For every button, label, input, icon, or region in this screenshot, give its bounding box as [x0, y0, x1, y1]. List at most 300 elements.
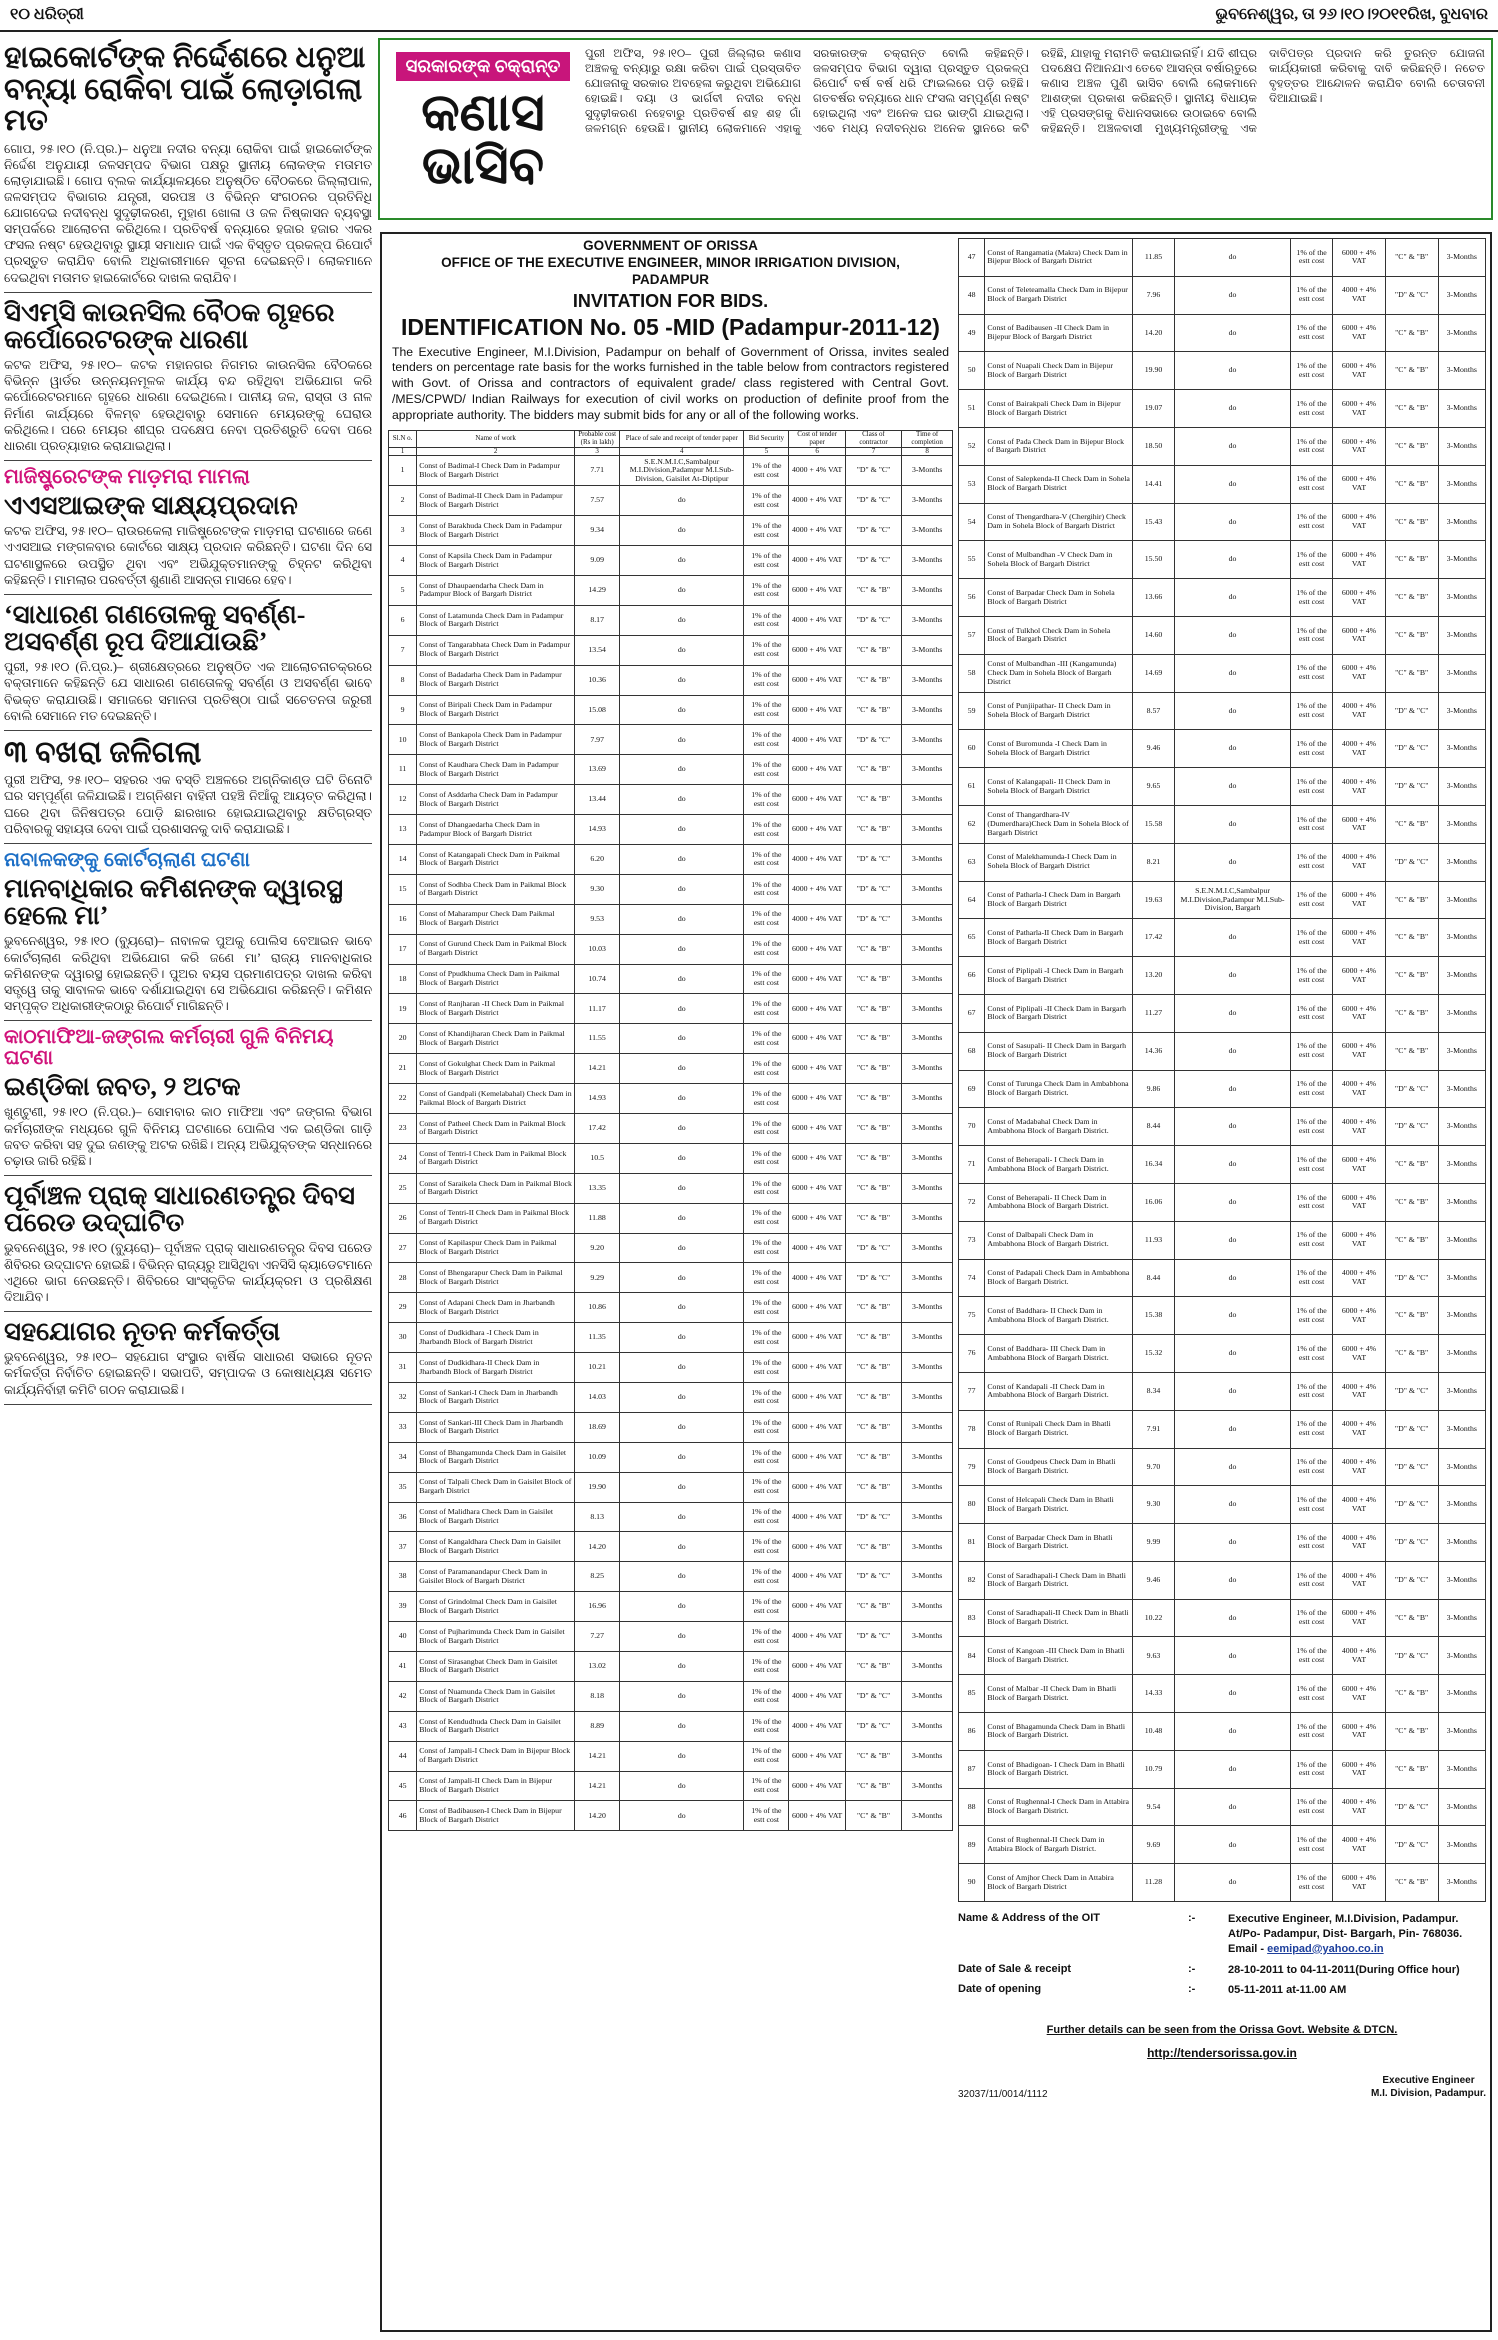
work-name: Const of Bhengarapur Check Dam in Paikmal Block of Bargarh District [417, 1263, 575, 1293]
bid-security: 1% of the estt cost [744, 1472, 789, 1502]
contractor-class: "C" & "B" [1385, 881, 1438, 919]
contractor-class: "C" & "B" [845, 1741, 901, 1771]
table-row [959, 1032, 1486, 1070]
completion-time: 3-Months [1438, 957, 1485, 995]
probable-cost: 14.21 [575, 1741, 620, 1771]
tender-cost: 6000 + 4% VAT [1333, 1750, 1386, 1788]
table-row [389, 1622, 953, 1652]
bid-security: 1% of the estt cost [1291, 1524, 1333, 1562]
bid-security: 1% of the estt cost [744, 1502, 789, 1532]
oit-row [958, 1912, 1486, 1957]
bid-security: 1% of the estt cost [1291, 1335, 1333, 1373]
table-row [389, 1711, 953, 1741]
website-link[interactable]: http://tendersorissa.gov.in [1147, 2046, 1297, 2061]
signature-block [1371, 2074, 1486, 2100]
completion-time: 3-Months [902, 1323, 953, 1353]
sale-place: do [1175, 1372, 1291, 1410]
bid-security: 1% of the estt cost [1291, 843, 1333, 881]
table-row [389, 546, 953, 576]
work-name: Const of Dhaupaendarha Check Dam in Padampur Block of Bargarh District [417, 575, 575, 605]
bid-security: 1% of the estt cost [744, 1263, 789, 1293]
tender-cost: 6000 + 4% VAT [1333, 390, 1386, 428]
probable-cost: 15.38 [1132, 1297, 1174, 1335]
sl-no: 26 [389, 1203, 417, 1233]
tender-cost: 6000 + 4% VAT [789, 755, 845, 785]
work-name: Const of Latamunda Check Dam in Padampur Block of Bargarh District [417, 605, 575, 635]
article-text: ଭୁବନେଶ୍ୱର, ୨୫।୧୦– ସହଯୋଗ ସଂସ୍ଥାର ବାର୍ଷିକ ସାଧାରଣ ସଭାରେ ନୂତନ କର୍ମକର୍ତ୍ତା ନିର୍ବାଚିତ ହୋଇଛନ୍ତି। ସଭାପତି, ସମ୍ପାଦକ ଓ କୋଷାଧ୍ୟକ୍ଷ ସମେତ କାର୍ଯ୍ୟନିର୍ବାହୀ କମିଟି ଗଠନ କରାଯାଇଛି। [4, 1350, 372, 1397]
work-name: Const of Kalangapali- II Check Dam in Sohela Block of Bargarh District [985, 768, 1133, 806]
completion-time: 3-Months [1438, 1675, 1485, 1713]
bid-security: 1% of the estt cost [744, 994, 789, 1024]
probable-cost: 10.22 [1132, 1599, 1174, 1637]
sale-place: do [1175, 768, 1291, 806]
tender-cost: 6000 + 4% VAT [1333, 919, 1386, 957]
sale-place: do [1175, 1713, 1291, 1751]
tender-cost: 6000 + 4% VAT [1333, 1297, 1386, 1335]
sl-no: 25 [389, 1173, 417, 1203]
probable-cost: 11.93 [1132, 1221, 1174, 1259]
probable-cost: 14.93 [575, 815, 620, 845]
work-name: Const of Kapilaspur Check Dam in Paikmal Block of Bargarh District [417, 1233, 575, 1263]
contractor-class: "C" & "B" [1385, 1335, 1438, 1373]
probable-cost: 9.34 [575, 516, 620, 546]
tender-cost: 6000 + 4% VAT [1333, 1146, 1386, 1184]
probable-cost: 15.08 [575, 695, 620, 725]
table-row [389, 1383, 953, 1413]
probable-cost: 11.35 [575, 1323, 620, 1353]
contractor-class: "C" & "B" [1385, 1864, 1438, 1902]
sale-place: do [620, 874, 744, 904]
contractor-class: "D" & "C" [845, 1233, 901, 1263]
completion-time: 3-Months [1438, 1297, 1485, 1335]
probable-cost: 11.55 [575, 1024, 620, 1054]
bid-security: 1% of the estt cost [744, 1562, 789, 1592]
tender-cost: 4000 + 4% VAT [1333, 1448, 1386, 1486]
work-name: Const of Sodhba Check Dam in Paikmal Block of Bargarh District [417, 874, 575, 904]
sale-place: do [1175, 1410, 1291, 1448]
bid-security: 1% of the estt cost [744, 844, 789, 874]
sale-place: do [1175, 919, 1291, 957]
bid-security: 1% of the estt cost [744, 1054, 789, 1084]
oit-line1: Executive Engineer, M.I.Division, Padampur. [1228, 1913, 1459, 1926]
contractor-class: "C" & "B" [1385, 503, 1438, 541]
contractor-class: "C" & "B" [1385, 465, 1438, 503]
column-number: 7 [845, 447, 901, 456]
column-header: Sl.N o. [389, 430, 417, 447]
contractor-class: "D" & "C" [845, 486, 901, 516]
tender-cost: 4000 + 4% VAT [1333, 1070, 1386, 1108]
sale-place: do [620, 904, 744, 934]
completion-time: 3-Months [1438, 1410, 1485, 1448]
work-name: Const of Mulbandhan -V Check Dam in Sohela Block of Bargarh District [985, 541, 1133, 579]
probable-cost: 8.44 [1132, 1108, 1174, 1146]
tender-cost: 6000 + 4% VAT [789, 964, 845, 994]
work-name: Const of Baddhara- III Check Dam in Ambabhona Block of Bargarh District. [985, 1335, 1133, 1373]
sale-place: do [620, 695, 744, 725]
completion-time: 3-Months [1438, 616, 1485, 654]
contractor-class: "C" & "B" [845, 695, 901, 725]
work-name: Const of Helcapali Check Dam in Bhatli Block of Bargarh District. [985, 1486, 1133, 1524]
contractor-class: "C" & "B" [1385, 1221, 1438, 1259]
table-row [959, 1146, 1486, 1184]
contractor-class: "D" & "C" [1385, 1070, 1438, 1108]
probable-cost: 14.36 [1132, 1032, 1174, 1070]
tender-cost: 4000 + 4% VAT [1333, 1259, 1386, 1297]
sl-no: 11 [389, 755, 417, 785]
tender-cost: 6000 + 4% VAT [789, 1323, 845, 1353]
sl-no: 88 [959, 1788, 985, 1826]
govt-heading [388, 238, 953, 289]
work-name: Const of Bhangamunda Check Dam in Gaisilet Block of Bargarh District [417, 1442, 575, 1472]
sl-no: 5 [389, 575, 417, 605]
contractor-class: "C" & "B" [845, 755, 901, 785]
table-row [959, 692, 1486, 730]
completion-time: 3-Months [902, 1084, 953, 1114]
probable-cost: 9.70 [1132, 1448, 1174, 1486]
sale-place: do [620, 1353, 744, 1383]
sl-no: 54 [959, 503, 985, 541]
bid-security: 1% of the estt cost [1291, 1297, 1333, 1335]
work-name: Const of Patharla-I Check Dam in Bargarh Block of Bargarh District [985, 881, 1133, 919]
probable-cost: 13.02 [575, 1652, 620, 1682]
work-name: Const of Badibausen -II Check Dam in Bijepur Block of Bargarh District [985, 314, 1133, 352]
contractor-class: "C" & "B" [1385, 1713, 1438, 1751]
probable-cost: 14.41 [1132, 465, 1174, 503]
contractor-class: "C" & "B" [1385, 994, 1438, 1032]
work-name: Const of Saradhapali-II Check Dam in Bhatli Block of Bargarh District. [985, 1599, 1133, 1637]
sl-no: 81 [959, 1524, 985, 1562]
contractor-class: "C" & "B" [845, 1143, 901, 1173]
sale-place: do [620, 994, 744, 1024]
probable-cost: 9.09 [575, 546, 620, 576]
bid-security: 1% of the estt cost [1291, 994, 1333, 1032]
bid-security: 1% of the estt cost [744, 575, 789, 605]
work-name: Const of Padapali Check Dam in Ambabhona Block of Bargarh District. [985, 1259, 1133, 1297]
probable-cost: 8.21 [1132, 843, 1174, 881]
completion-time: 3-Months [902, 1771, 953, 1801]
table-row [389, 1263, 953, 1293]
tender-right-panel [958, 238, 1486, 2324]
work-name: Const of Teleteamalla Check Dam in Bijepur Block of Bargarh District [985, 276, 1133, 314]
contractor-class: "D" & "C" [845, 874, 901, 904]
work-name: Const of Turunga Check Dam in Ambabhona Block of Bargarh District. [985, 1070, 1133, 1108]
sl-no: 71 [959, 1146, 985, 1184]
probable-cost: 15.43 [1132, 503, 1174, 541]
feature-brand [388, 48, 578, 212]
article-text: ଭୁବନେଶ୍ୱର, ୨୫।୧୦ (ବ୍ୟୁରୋ)– ପୂର୍ବାଞ୍ଚଳ ପ୍ରାକ୍ ସାଧାରଣତନ୍ତ୍ର ଦିବସ ପରେଡ ଶିବିରର ଉଦ୍‌ଘାଟନ ହୋଇଛି। ବିଭିନ୍ନ ରାଜ୍ୟରୁ ଆସିଥିବା ଏନସିସି କ୍ୟାଡେଟମାନେ ଏଥିରେ ଭାଗ ନେଉଛନ୍ତି। ଶିବିରରେ ସାଂସ୍କୃତିକ କାର୍ଯ୍ୟକ୍ରମ ଓ ପ୍ରଶିକ୍ଷଣ ଦିଆଯିବ। [4, 1241, 372, 1304]
contractor-class: "C" & "B" [845, 815, 901, 845]
probable-cost: 7.27 [575, 1622, 620, 1652]
sale-place: do [1175, 1221, 1291, 1259]
completion-time: 3-Months [1438, 1146, 1485, 1184]
contractor-class: "C" & "B" [1385, 805, 1438, 843]
sale-place: do [620, 635, 744, 665]
table-row [959, 1070, 1486, 1108]
article-kicker: ମାଜିଷ୍ଟ୍ରେଟଙ୍କ ମାଡ଼ମରା ମାମଲା [4, 465, 250, 488]
contractor-class: "D" & "C" [1385, 1259, 1438, 1297]
sl-no: 16 [389, 904, 417, 934]
probable-cost: 9.86 [1132, 1070, 1174, 1108]
sale-place: do [1175, 1146, 1291, 1184]
table-row [389, 964, 953, 994]
tender-cost: 4000 + 4% VAT [789, 904, 845, 934]
table-row [959, 654, 1486, 692]
completion-time: 3-Months [1438, 541, 1485, 579]
contractor-class: "D" & "C" [1385, 843, 1438, 881]
table-row [959, 1599, 1486, 1637]
sl-no: 34 [389, 1442, 417, 1472]
work-name: Const of Malidhara Check Dam in Gaisilet Block of Bargarh District [417, 1502, 575, 1532]
completion-time: 3-Months [902, 1383, 953, 1413]
completion-time: 3-Months [902, 1263, 953, 1293]
sale-place: do [620, 1652, 744, 1682]
sl-no: 89 [959, 1826, 985, 1864]
work-name: Const of Patharla-II Check Dam in Bargarh Block of Bargarh District [985, 919, 1133, 957]
contractor-class: "C" & "B" [1385, 1599, 1438, 1637]
contractor-class: "C" & "B" [845, 1383, 901, 1413]
sale-place: do [620, 844, 744, 874]
probable-cost: 11.17 [575, 994, 620, 1024]
work-name: Const of Punjiipathar- II Check Dam in Sohela Block of Bargarh District [985, 692, 1133, 730]
tender-cost: 6000 + 4% VAT [789, 785, 845, 815]
tender-left-panel [388, 238, 953, 2324]
table-row [389, 755, 953, 785]
table-row [959, 843, 1486, 881]
bid-security: 1% of the estt cost [744, 546, 789, 576]
bid-security: 1% of the estt cost [744, 1771, 789, 1801]
table-row [389, 844, 953, 874]
sl-no: 63 [959, 843, 985, 881]
tender-table-left [388, 430, 953, 1831]
tender-intro: The Executive Engineer, M.I.Division, Padampur on behalf of Government of Orissa, invites sealed tenders on percentage rate basis for the works furnished in the table below from contractors registered with Govt. of Orissa and contractors of equivalent grade/ class registered with Central Govt. /MES/CPWD/ Indian Railways for execution of civil works on production of definite proof from the appropriate authority. The bidders may submit bids for any or all of the following works. [392, 344, 949, 423]
sl-no: 9 [389, 695, 417, 725]
sale-place: do [620, 546, 744, 576]
sl-no: 24 [389, 1143, 417, 1173]
column-divider [4, 460, 372, 461]
column-number: 5 [744, 447, 789, 456]
tender-cost: 6000 + 4% VAT [1333, 805, 1386, 843]
work-name: Const of Barakhuda Check Dam in Padampur Block of Bargarh District [417, 516, 575, 546]
bid-security: 1% of the estt cost [744, 695, 789, 725]
contractor-class: "C" & "B" [1385, 957, 1438, 995]
sl-no: 12 [389, 785, 417, 815]
tender-cost: 6000 + 4% VAT [789, 1054, 845, 1084]
table-row [959, 957, 1486, 995]
tender-cost: 6000 + 4% VAT [789, 1293, 845, 1323]
work-name: Const of Malekhamunda-I Check Dam in Sohela Block of Bargarh District [985, 843, 1133, 881]
sl-no: 62 [959, 805, 985, 843]
sale-place: do [620, 1622, 744, 1652]
probable-cost: 17.42 [1132, 919, 1174, 957]
bid-security: 1% of the estt cost [744, 1652, 789, 1682]
table-row [389, 486, 953, 516]
probable-cost: 11.27 [1132, 994, 1174, 1032]
probable-cost: 9.46 [1132, 730, 1174, 768]
bid-security: 1% of the estt cost [1291, 1183, 1333, 1221]
completion-time: 3-Months [902, 1532, 953, 1562]
sl-no: 14 [389, 844, 417, 874]
left-news-column [4, 38, 372, 2334]
tender-cost: 6000 + 4% VAT [1333, 239, 1386, 277]
bid-security: 1% of the estt cost [744, 486, 789, 516]
contractor-class: "C" & "B" [845, 785, 901, 815]
contractor-class: "C" & "B" [1385, 1297, 1438, 1335]
bid-security: 1% of the estt cost [1291, 805, 1333, 843]
contractor-class: "D" & "C" [845, 1681, 901, 1711]
completion-time: 3-Months [1438, 1108, 1485, 1146]
sl-no: 49 [959, 314, 985, 352]
sale-place: do [620, 1143, 744, 1173]
column-number: 1 [389, 447, 417, 456]
table-row [389, 1412, 953, 1442]
sl-no: 32 [389, 1383, 417, 1413]
probable-cost: 16.34 [1132, 1146, 1174, 1184]
completion-time: 3-Months [902, 1024, 953, 1054]
sl-no: 40 [389, 1622, 417, 1652]
article-headline: ୩ ବଖରା ଜଳିଗଲା [4, 735, 202, 769]
table-row [959, 1448, 1486, 1486]
oit-line2: At/Po- Padampur, Dist- Bargarh, Pin- 768036. [1228, 1927, 1463, 1940]
tender-cost: 6000 + 4% VAT [1333, 1183, 1386, 1221]
work-name: Const of Dalbapali Check Dam in Ambabhona Block of Bargarh District. [985, 1221, 1133, 1259]
probable-cost: 14.20 [575, 1532, 620, 1562]
contractor-class: "C" & "B" [845, 635, 901, 665]
contractor-class: "C" & "B" [1385, 390, 1438, 428]
email-prefix: Email - [1228, 1942, 1265, 1955]
contractor-class: "C" & "B" [845, 1472, 901, 1502]
tender-cost: 6000 + 4% VAT [1333, 654, 1386, 692]
feature-box [378, 38, 1493, 220]
table-row [959, 1183, 1486, 1221]
table-row [959, 1335, 1486, 1373]
sale-place: do [1175, 616, 1291, 654]
article-text: ଖୁଣ୍ଟୁଣୀ, ୨୫।୧୦ (ନି.ପ୍ର.)– ସୋମବାର କାଠ ମାଫିଆ ଏବଂ ଜଙ୍ଗଲ ବିଭାଗ କର୍ମଚାରୀଙ୍କ ମଧ୍ୟରେ ଗୁଳି ବିନିମୟ ଘଟଣାରେ ପୋଲିସ ଏକ ଇଣ୍ଡିକା ଗାଡ଼ି ଜବତ କରିବା ସହ ଦୁଇ ଜଣଙ୍କୁ ଅଟକ ରଖିଛି। ଅନ୍ୟ ଅଭିଯୁକ୍ତଙ୍କ ସନ୍ଧାନରେ ଚଢ଼ାଉ ଜାରି ରହିଛି। [4, 1105, 372, 1168]
sale-place: do [620, 1771, 744, 1801]
completion-time: 3-Months [902, 1114, 953, 1144]
bid-security: 1% of the estt cost [1291, 465, 1333, 503]
table-row [959, 427, 1486, 465]
table-row [389, 1502, 953, 1532]
table-row [389, 1472, 953, 1502]
bid-security: 1% of the estt cost [1291, 276, 1333, 314]
work-name: Const of Barpadar Check Dam in Bhatli Block of Bargarh District. [985, 1524, 1133, 1562]
tender-cost: 6000 + 4% VAT [1333, 1864, 1386, 1902]
probable-cost: 7.97 [575, 725, 620, 755]
work-name: Const of Tulkhol Check Dam in Sohela Block of Bargarh District [985, 616, 1133, 654]
tender-cost: 4000 + 4% VAT [789, 1502, 845, 1532]
sale-place: S.E.N.M.I.C,Sambalpur M.I.Division,Padampur M.I.Sub-Division, Gaisilet At-Diptipur [620, 456, 744, 486]
invitation-title: INVITATION FOR BIDS. [572, 290, 769, 311]
sale-place: do [620, 1681, 744, 1711]
probable-cost: 9.54 [1132, 1788, 1174, 1826]
table-row [959, 276, 1486, 314]
work-name: Const of Thengardhara-V (Chergihir) Check Dam in Sohela Block of Bargarh District [985, 503, 1133, 541]
column-header: Name of work [417, 430, 575, 447]
sale-place: do [620, 1173, 744, 1203]
contractor-class: "C" & "B" [845, 1173, 901, 1203]
work-name: Const of Gurund Check Dam in Paikmal Block of Bargarh District [417, 934, 575, 964]
tender-cost: 6000 + 4% VAT [789, 695, 845, 725]
completion-time: 3-Months [902, 725, 953, 755]
tender-cost: 6000 + 4% VAT [789, 1203, 845, 1233]
tender-cost: 4000 + 4% VAT [789, 605, 845, 635]
article-text: ଭୁବନେଶ୍ୱର, ୨୫।୧୦ (ବ୍ୟୁରୋ)– ନାବାଳକ ପୁଅକୁ ପୋଲିସ ବେଆଇନ ଭାବେ କୋର୍ଟଚାଲାଣ କରିଥିବା ଅଭିଯୋଗ କରି ଜଣେ ମା’ ରାଜ୍ୟ ମାନବାଧିକାର କମିଶନଙ୍କ ଦ୍ୱାରସ୍ଥ ହୋଇଛନ୍ତି। ପୁଅର ବୟସ ପ୍ରମାଣପତ୍ର ଦାଖଲ କରିବା ସତ୍ତ୍ୱେ ତାକୁ ସାବାଳକ ଭାବେ ଦର୍ଶାଯାଇଥିବା ସେ ଅଭିଯୋଗ କରିଛନ୍ତି। କମିଶନ ସମ୍ପୃକ୍ତ ଅଧିକାରୀଙ୍କଠାରୁ ରିପୋର୍ଟ ମାଗିଛନ୍ତି। [4, 934, 372, 1013]
probable-cost: 9.69 [1132, 1826, 1174, 1864]
sl-no: 87 [959, 1750, 985, 1788]
contractor-class: "C" & "B" [845, 1203, 901, 1233]
sale-place: do [1175, 1637, 1291, 1675]
tender-cost: 6000 + 4% VAT [789, 1084, 845, 1114]
tender-cost: 6000 + 4% VAT [1333, 465, 1386, 503]
probable-cost: 14.20 [575, 1801, 620, 1831]
sale-place: do [620, 1562, 744, 1592]
completion-time: 3-Months [902, 456, 953, 486]
bid-security: 1% of the estt cost [1291, 352, 1333, 390]
probable-cost: 13.66 [1132, 579, 1174, 617]
sale-place: do [1175, 654, 1291, 692]
article-text: କଟକ ଅଫିସ, ୨୫।୧୦– କଟକ ମହାନଗର ନିଗମର କାଉନସିଲ ବୈଠକରେ ବିଭିନ୍ନ ୱାର୍ଡର ଉନ୍ନୟନମୂଳକ କାର୍ଯ୍ୟ ବନ୍ଦ ରହିଥିବା ଅଭିଯୋଗ କରି କର୍ପୋରେଟରମାନେ ଗୃହରେ ଧାରଣା ଦେଇଥିଲେ। ପାନୀୟ ଜଳ, ରାସ୍ତା ଓ ନାଳ ନିର୍ମାଣ କାର୍ଯ୍ୟରେ ବିଳମ୍ବ ହେଉଥିବାରୁ ସେମାନେ ମେୟରଙ୍କୁ ଘେରାଉ କରିଥିଲେ। ପରେ ମେୟର ଶୀଘ୍ର ପଦକ୍ଷେପ ନେବା ପ୍ରତିଶ୍ରୁତି ଦେବା ପରେ ଧାରଣା ପ୍ରତ୍ୟାହାର କରାଯାଇଥିଲା। [4, 358, 372, 453]
work-name: Const of Badibausen-I Check Dam in Bijepur Block of Bargarh District [417, 1801, 575, 1831]
article-text: କଟକ ଅଫିସ, ୨୫।୧୦– ରାଉରକେଲା ମାଜିଷ୍ଟ୍ରେଟଙ୍କ ମାଡ଼ମରା ଘଟଣାରେ ଜଣେ ଏଏସଆଇ ମଙ୍ଗଳବାର କୋର୍ଟରେ ସାକ୍ଷ୍ୟ ପ୍ରଦାନ କରିଛନ୍ତି। ଘଟଣା ଦିନ ସେ ଘଟଣାସ୍ଥଳରେ ଉପସ୍ଥିତ ଥିବା ଏବଂ ଅଭିଯୁକ୍ତମାନଙ୍କୁ ଚିହ୍ନଟ କରିଥିବା କହିଛନ୍ତି। ମାମଲାର ପରବର୍ତ୍ତୀ ଶୁଣାଣି ଆସନ୍ତା ମାସରେ ହେବ। [4, 524, 372, 587]
contractor-class: "D" & "C" [845, 546, 901, 576]
bid-security: 1% of the estt cost [1291, 427, 1333, 465]
table-row [959, 352, 1486, 390]
sale-place: do [620, 1741, 744, 1771]
work-name: Const of Badimal-I Check Dam in Padampur Block of Bargarh District [417, 456, 575, 486]
completion-time: 3-Months [1438, 1788, 1485, 1826]
table-row [389, 1652, 953, 1682]
probable-cost: 10.09 [575, 1442, 620, 1472]
tender-cost: 6000 + 4% VAT [789, 1472, 845, 1502]
work-name: Const of Biripali Check Dam in Padampur Block of Bargarh District [417, 695, 575, 725]
table-row [389, 1681, 953, 1711]
completion-time: 3-Months [1438, 692, 1485, 730]
work-name: Const of Sasupali- II Check Dam in Bargarh Block of Bargarh District [985, 1032, 1133, 1070]
sl-no: 2 [389, 486, 417, 516]
sale-label: Date of Sale & receipt [958, 1962, 1072, 1975]
bid-security: 1% of the estt cost [1291, 541, 1333, 579]
work-name: Const of Buromunda -I Check Dam in Sohela Block of Bargarh District [985, 730, 1133, 768]
completion-time: 3-Months [1438, 1032, 1485, 1070]
contractor-class: "C" & "B" [1385, 1183, 1438, 1221]
probable-cost: 11.88 [575, 1203, 620, 1233]
opening-sep: :- [1188, 1983, 1196, 1996]
table-row [389, 815, 953, 845]
probable-cost: 14.33 [1132, 1675, 1174, 1713]
contractor-class: "C" & "B" [845, 1652, 901, 1682]
tender-cost: 4000 + 4% VAT [1333, 843, 1386, 881]
completion-time: 3-Months [902, 964, 953, 994]
contractor-class: "C" & "B" [845, 1353, 901, 1383]
completion-time: 3-Months [902, 1652, 953, 1682]
contractor-class: "C" & "B" [845, 1532, 901, 1562]
column-number: 3 [575, 447, 620, 456]
sl-no: 8 [389, 665, 417, 695]
table-row [389, 725, 953, 755]
sale-place: do [1175, 503, 1291, 541]
email-link[interactable]: eemipad@yahoo.co.in [1267, 1942, 1384, 1955]
work-name: Const of Jampali-II Check Dam in Bijepur Block of Bargarh District [417, 1771, 575, 1801]
work-name: Const of Beherapali- I Check Dam in Ambabhona Block of Bargarh District. [985, 1146, 1133, 1184]
contractor-class: "C" & "B" [845, 1114, 901, 1144]
probable-cost: 7.96 [1132, 276, 1174, 314]
tender-cost: 6000 + 4% VAT [1333, 957, 1386, 995]
tender-cost: 4000 + 4% VAT [789, 1622, 845, 1652]
completion-time: 3-Months [1438, 1221, 1485, 1259]
work-name: Const of Kandapali -II Check Dam in Ambabhona Block of Bargarh District. [985, 1372, 1133, 1410]
office-place: PADAMPUR [632, 271, 709, 287]
tender-cost: 6000 + 4% VAT [789, 1801, 845, 1831]
